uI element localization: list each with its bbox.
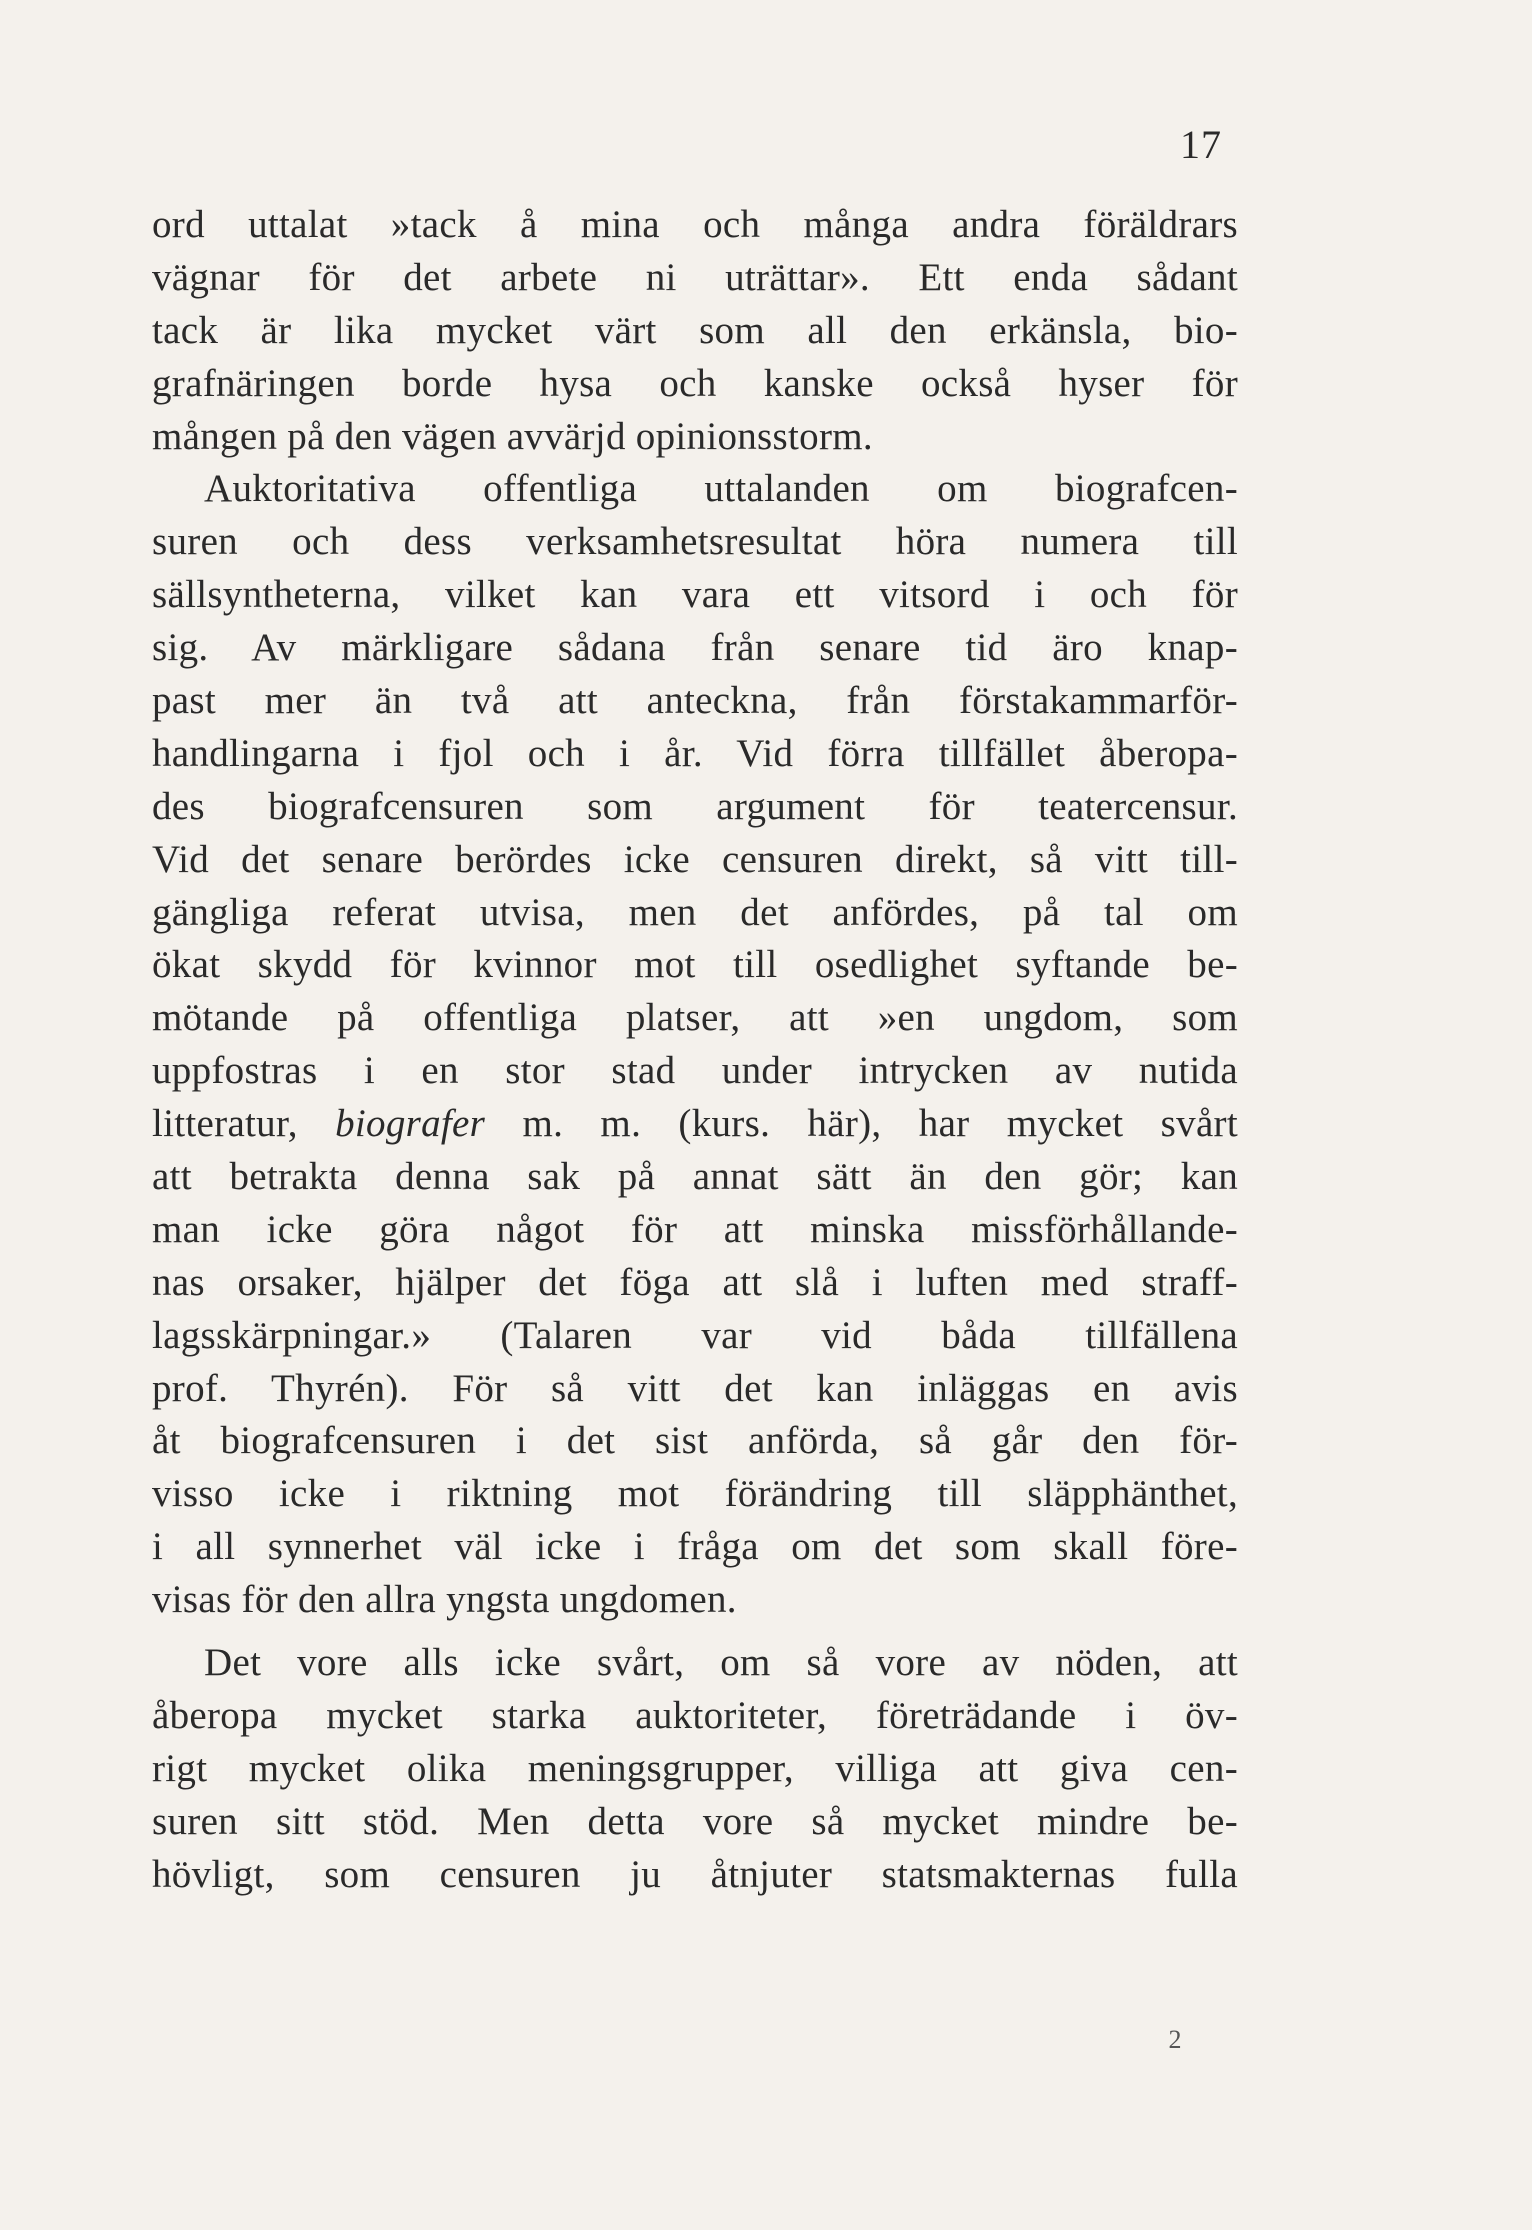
text-line: prof. Thyrén). För så vitt det kan inläggas en avis bbox=[152, 1366, 1238, 1410]
text-line: rigt mycket olika meningsgrupper, villiga att giva cen- bbox=[152, 1746, 1238, 1790]
text-line: ökat skydd för kvinnor mot till osedlighet syftande be- bbox=[152, 943, 1238, 987]
text-line: des biografcensuren som argument för teatercensur. bbox=[152, 784, 1238, 828]
text-line: nas orsaker, hjälper det föga att slå i luften med straff- bbox=[152, 1260, 1238, 1304]
text-line: att betrakta denna sak på annat sätt än den gör; kan bbox=[152, 1155, 1238, 1199]
text-line: åberopa mycket starka auktoriteter, företrädande i öv- bbox=[152, 1693, 1238, 1737]
text-line: vägnar för det arbete ni uträttar». Ett enda sådant bbox=[152, 255, 1238, 299]
text-line: visas för den allra yngsta ungdomen. bbox=[152, 1578, 737, 1622]
italic-word: biografer bbox=[335, 1102, 486, 1146]
text-line: man icke göra något för att minska missförhållande- bbox=[152, 1207, 1238, 1251]
signature-mark: 2 bbox=[1168, 2025, 1182, 2054]
text-segment: m. m. (kurs. här), har mycket svårt bbox=[522, 1102, 1238, 1146]
text-line: mötande på offentliga platser, att »en ungdom, som bbox=[152, 996, 1238, 1040]
text-line: Auktoritativa offentliga uttalanden om biografcen- bbox=[204, 467, 1238, 511]
text-line: visso icke i riktning mot förändring till släpphänthet, bbox=[152, 1472, 1238, 1516]
text-line: Det vore alls icke svårt, om så vore av nöden, att bbox=[204, 1641, 1238, 1685]
body-text bbox=[152, 199, 1238, 1902]
text-line: suren sitt stöd. Men detta vore så mycket mindre be- bbox=[152, 1799, 1238, 1843]
text-line: grafnäringen borde hysa och kanske också hyser för bbox=[152, 361, 1238, 405]
text-line: suren och dess verksamhetsresultat höra numera till bbox=[152, 520, 1238, 564]
text-line-with-italic bbox=[152, 1098, 1238, 1151]
text-line: sig. Av märkligare sådana från senare tid äro knap- bbox=[152, 626, 1238, 670]
text-line: lagsskärpningar.» (Talaren var vid båda tillfällena bbox=[152, 1313, 1238, 1357]
text-line: sällsyntheterna, vilket kan vara ett vitsord i och för bbox=[152, 573, 1238, 617]
text-line: tack är lika mycket värt som all den erkänsla, bio- bbox=[152, 308, 1238, 352]
text-line: åt biografcensuren i det sist anförda, så går den för- bbox=[152, 1419, 1238, 1463]
text-line: ord uttalat »tack å mina och många andra föräldrars bbox=[152, 203, 1238, 246]
text-line: uppfostras i en stor stad under intrycken av nutida bbox=[152, 1049, 1238, 1093]
text-line: hövligt, som censuren ju åtnjuter statsmakternas fulla bbox=[152, 1852, 1238, 1896]
text-line: past mer än två att anteckna, från förstakammarför- bbox=[152, 679, 1238, 723]
text-line: Vid det senare berördes icke censuren direkt, så vitt till- bbox=[152, 837, 1238, 881]
text-segment: litteratur, bbox=[152, 1102, 298, 1146]
text-line: mången på den vägen avvärjd opinionsstorm. bbox=[152, 414, 873, 458]
page-number: 17 bbox=[1180, 122, 1222, 167]
text-line: gängliga referat utvisa, men det anfördes, på tal om bbox=[152, 890, 1238, 934]
text-line: i all synnerhet väl icke i fråga om det som skall före- bbox=[152, 1525, 1238, 1569]
text-line: handlingarna i fjol och i år. Vid förra tillfället åberopa- bbox=[152, 731, 1238, 775]
